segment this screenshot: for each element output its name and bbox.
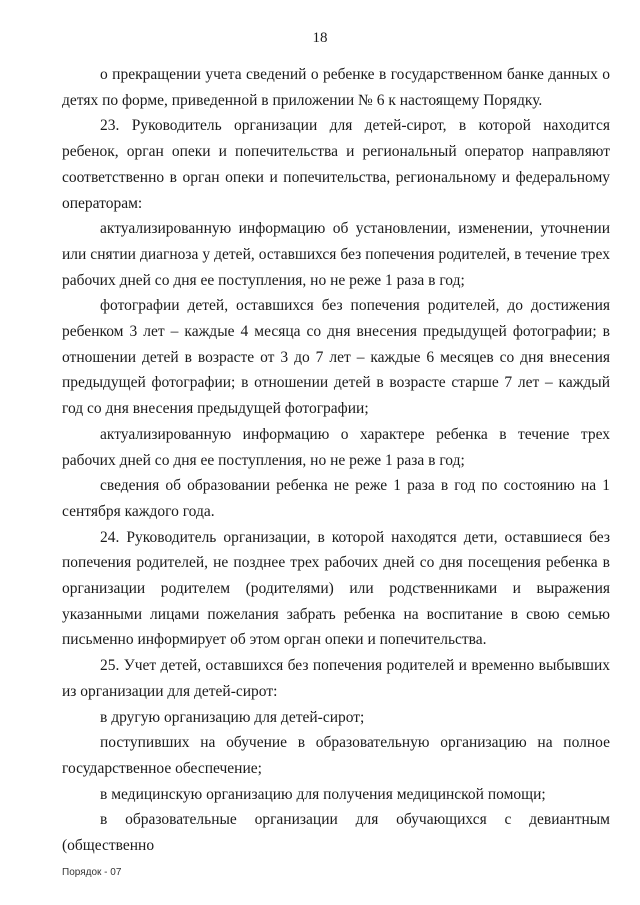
paragraph-23: 23. Руководитель организации для детей-сирот, в которой находится ребенок, орган опеки и попечительства и региональный оператор направляют соответственно в орган опеки и попечительства, региональному и федеральному операторам: — [62, 117, 610, 212]
paragraph-photographs: фотографии детей, оставшихся без попечения родителей, до достижения ребенком 3 лет – каждые 4 месяца со дня внесения предыдущей фотографии; в отношении детей в возрасте от 3 до 7 лет – каждые 6 месяцев со дня внесения предыдущей фотографии; в отношении детей в возрасте старше 7 лет – каждый год со дня внесения предыдущей фотографии; — [62, 297, 610, 418]
paragraph-deviant-behavior: в образовательные организации для обучающихся с девиантным (общественно — [62, 811, 610, 855]
document-body — [62, 62, 610, 859]
paragraph-24: 24. Руководитель организации, в которой находятся дети, оставшиеся без попечения родителей, не позднее трех рабочих дней со дня посещения ребенка в организации родителем (родителями) или родственниками и выражения указанными лицами пожелания забрать ребенка на воспитание в свою семью письменно информирует об этом орган опеки и попечительства. — [62, 528, 610, 649]
paragraph-diagnosis-info: актуализированную информацию об установлении, изменении, уточнении или снятии диагноза у детей, оставшихся без попечения родителей, в течение трех рабочих дней со дня ее поступления, но не реже 1 раза в год; — [62, 220, 610, 289]
paragraph-medical-organization: в медицинскую организацию для получения медицинской помощи; — [100, 785, 546, 803]
paragraph-25: 25. Учет детей, оставшихся без попечения родителей и временно выбывших из организации для детей-сирот: — [62, 657, 610, 700]
page-number: 18 — [312, 30, 328, 46]
paragraph-other-organization: в другую организацию для детей-сирот; — [100, 708, 365, 726]
paragraph-continuation: о прекращении учета сведений о ребенке в государственном банке данных о детях по форме, приведенной в приложении № 6 к настоящему Порядку. — [62, 66, 610, 109]
paragraph-education-info: сведения об образовании ребенка не реже 1 раза в год по состоянию на 1 сентября каждого года. — [62, 477, 610, 520]
paragraph-education-admission: поступивших на обучение в образовательную организацию на полное государственное обеспечение; — [62, 734, 610, 777]
footer-code: Порядок - 07 — [62, 867, 122, 878]
paragraph-character-info: актуализированную информацию о характере ребенка в течение трех рабочих дней со дня ее поступления, но не реже 1 раза в год; — [62, 425, 610, 469]
